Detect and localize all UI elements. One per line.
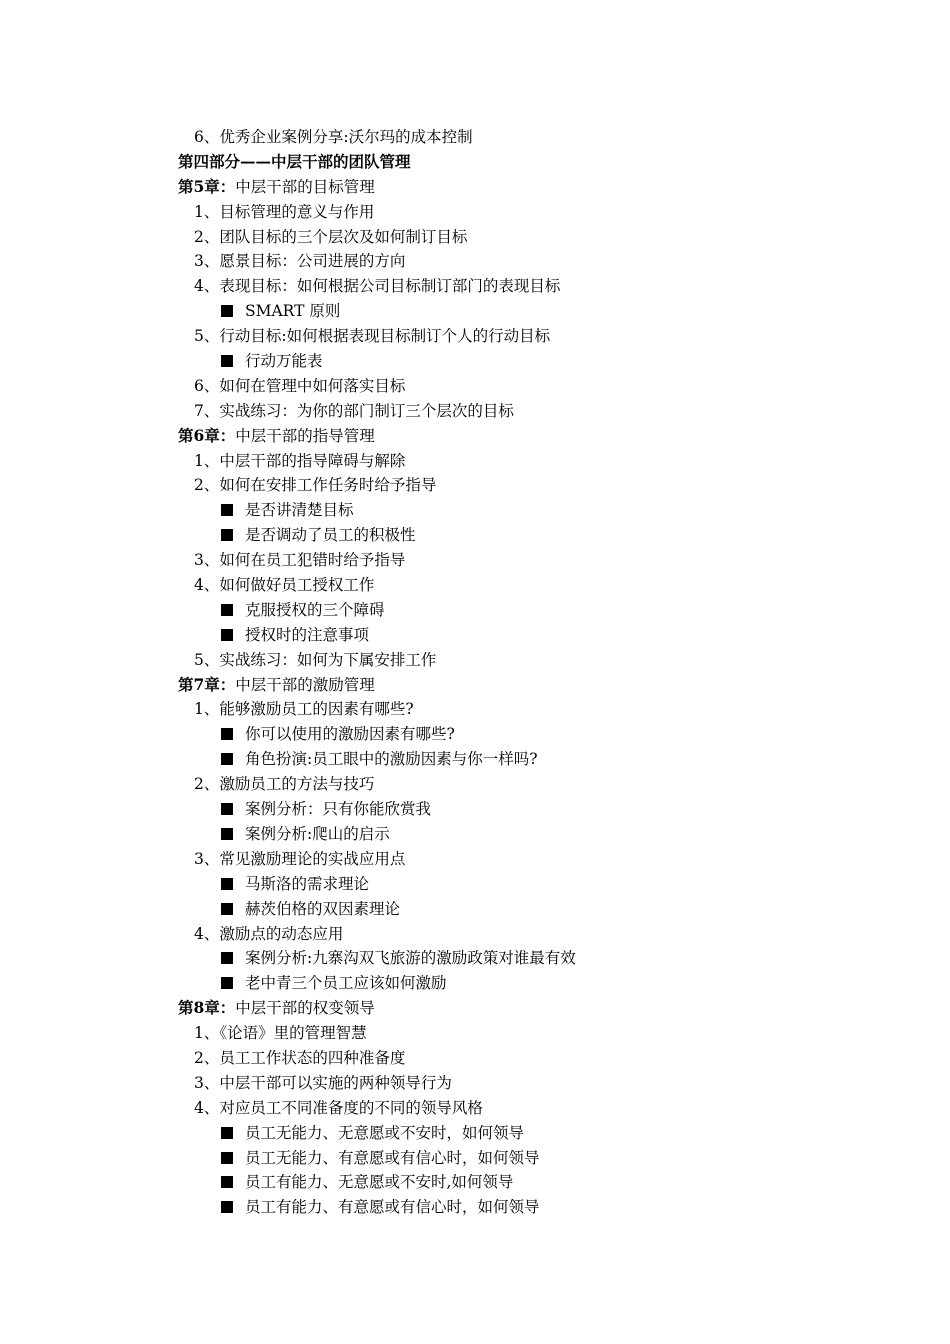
square-bullet-icon — [221, 1127, 233, 1139]
chapter-title: 中层干部的激励管理 — [235, 675, 375, 694]
chapter-label: 第5章： — [178, 176, 236, 196]
outline-item: 2、激励员工的方法与技巧 — [194, 775, 375, 794]
outline-item: 6、优秀企业案例分享:沃尔玛的成本控制 — [194, 128, 473, 146]
outline-item: 1、目标管理的意义与作用 — [194, 202, 375, 221]
outline-item: 1、能够激励员工的因素有哪些? — [194, 700, 414, 719]
square-bullet-icon — [221, 1152, 233, 1164]
outline-subitem — [0, 623, 950, 648]
outline-item: 3、常见激励理论的实战应用点 — [194, 849, 406, 868]
outline-item: 5、行动目标:如何根据表现目标制订个人的行动目标 — [194, 327, 551, 346]
square-bullet-icon — [221, 903, 233, 915]
outline-subitem — [0, 299, 950, 324]
chapter-label: 第6章： — [178, 425, 236, 445]
document-body — [0, 125, 950, 1220]
subitem-text: 员工无能力、有意愿或有信心时，如何领导 — [245, 1148, 540, 1167]
chapter-heading — [0, 175, 950, 200]
outline-subitem — [0, 872, 950, 897]
outline-item: 4、表现目标：如何根据公司目标制订部门的表现目标 — [194, 277, 561, 296]
chapter-heading — [0, 996, 950, 1021]
subitem-text: 员工有能力、无意愿或不安时,如何领导 — [245, 1173, 514, 1192]
subitem-text: 角色扮演:员工眼中的激励因素与你一样吗? — [245, 750, 538, 769]
subitem-text: 行动万能表 — [245, 352, 323, 371]
outline-item: 6、如何在管理中如何落实目标 — [194, 376, 406, 395]
outline-item: 1、《论语》里的管理智慧 — [194, 1024, 367, 1043]
subitem-text: 案例分析:九寨沟双飞旅游的激励政策对谁最有效 — [245, 949, 576, 968]
square-bullet-icon — [221, 629, 233, 641]
square-bullet-icon — [221, 1176, 233, 1188]
subitem-text: 员工有能力、有意愿或有信心时，如何领导 — [245, 1198, 540, 1217]
outline-item: 5、实战练习：如何为下属安排工作 — [194, 650, 437, 669]
chapter-title: 中层干部的指导管理 — [235, 426, 375, 445]
outline-item: 4、激励点的动态应用 — [194, 924, 344, 943]
subitem-text: 赫茨伯格的双因素理论 — [245, 899, 401, 918]
outline-subitem — [0, 822, 950, 847]
subitem-text: 案例分析：只有你能欣赏我 — [245, 800, 432, 819]
outline-subitem — [0, 1146, 950, 1171]
outline-item: 3、愿景目标：公司进展的方向 — [194, 252, 406, 271]
chapter-heading — [0, 673, 950, 698]
chapter-title: 中层干部的权变领导 — [235, 999, 375, 1018]
chapter-title: 中层干部的目标管理 — [235, 177, 375, 196]
square-bullet-icon — [221, 828, 233, 840]
square-bullet-icon — [221, 504, 233, 516]
outline-subitem — [0, 897, 950, 922]
chapter-label: 第7章： — [178, 674, 236, 694]
outline-item: 1、中层干部的指导障碍与解除 — [194, 451, 406, 470]
square-bullet-icon — [221, 977, 233, 989]
outline-subitem — [0, 349, 950, 374]
outline-item: 4、如何做好员工授权工作 — [194, 576, 375, 595]
outline-item: 7、实战练习：为你的部门制订三个层次的目标 — [194, 401, 514, 420]
part-heading: 第四部分——中层干部的团队管理 — [178, 151, 411, 171]
square-bullet-icon — [221, 878, 233, 890]
subitem-text: 马斯洛的需求理论 — [245, 874, 370, 893]
square-bullet-icon — [221, 803, 233, 815]
subitem-text: 是否讲清楚目标 — [245, 501, 354, 520]
outline-subitem — [0, 797, 950, 822]
outline-item: 3、中层干部可以实施的两种领导行为 — [194, 1073, 452, 1092]
outline-subitem — [0, 722, 950, 747]
subitem-text: 克服授权的三个障碍 — [245, 600, 385, 619]
outline-subitem — [0, 523, 950, 548]
square-bullet-icon — [221, 1201, 233, 1213]
square-bullet-icon — [221, 529, 233, 541]
chapter-label: 第8章： — [178, 998, 236, 1018]
chapter-heading — [0, 424, 950, 449]
subitem-text: 是否调动了员工的积极性 — [245, 526, 416, 545]
outline-item: 2、团队目标的三个层次及如何制订目标 — [194, 227, 468, 246]
square-bullet-icon — [221, 728, 233, 740]
outline-item: 2、如何在安排工作任务时给予指导 — [194, 476, 437, 495]
outline-subitem — [0, 747, 950, 772]
outline-subitem — [0, 598, 950, 623]
outline-subitem — [0, 1170, 950, 1195]
outline-subitem — [0, 1121, 950, 1146]
subitem-text: 案例分析:爬山的启示 — [245, 824, 390, 843]
subitem-text: SMART 原则 — [245, 302, 341, 321]
outline-subitem — [0, 971, 950, 996]
outline-item: 4、对应员工不同准备度的不同的领导风格 — [194, 1098, 483, 1117]
square-bullet-icon — [221, 952, 233, 964]
outline-subitem — [0, 1195, 950, 1220]
square-bullet-icon — [221, 753, 233, 765]
outline-subitem — [0, 498, 950, 523]
outline-subitem — [0, 946, 950, 971]
subitem-text: 你可以使用的激励因素有哪些? — [245, 725, 455, 744]
square-bullet-icon — [221, 604, 233, 616]
square-bullet-icon — [221, 305, 233, 317]
outline-item: 3、如何在员工犯错时给予指导 — [194, 551, 406, 570]
subitem-text: 老中青三个员工应该如何激励 — [245, 974, 447, 993]
outline-item: 2、员工工作状态的四种准备度 — [194, 1048, 406, 1067]
subitem-text: 授权时的注意事项 — [245, 625, 370, 644]
square-bullet-icon — [221, 355, 233, 367]
subitem-text: 员工无能力、无意愿或不安时，如何领导 — [245, 1123, 525, 1142]
